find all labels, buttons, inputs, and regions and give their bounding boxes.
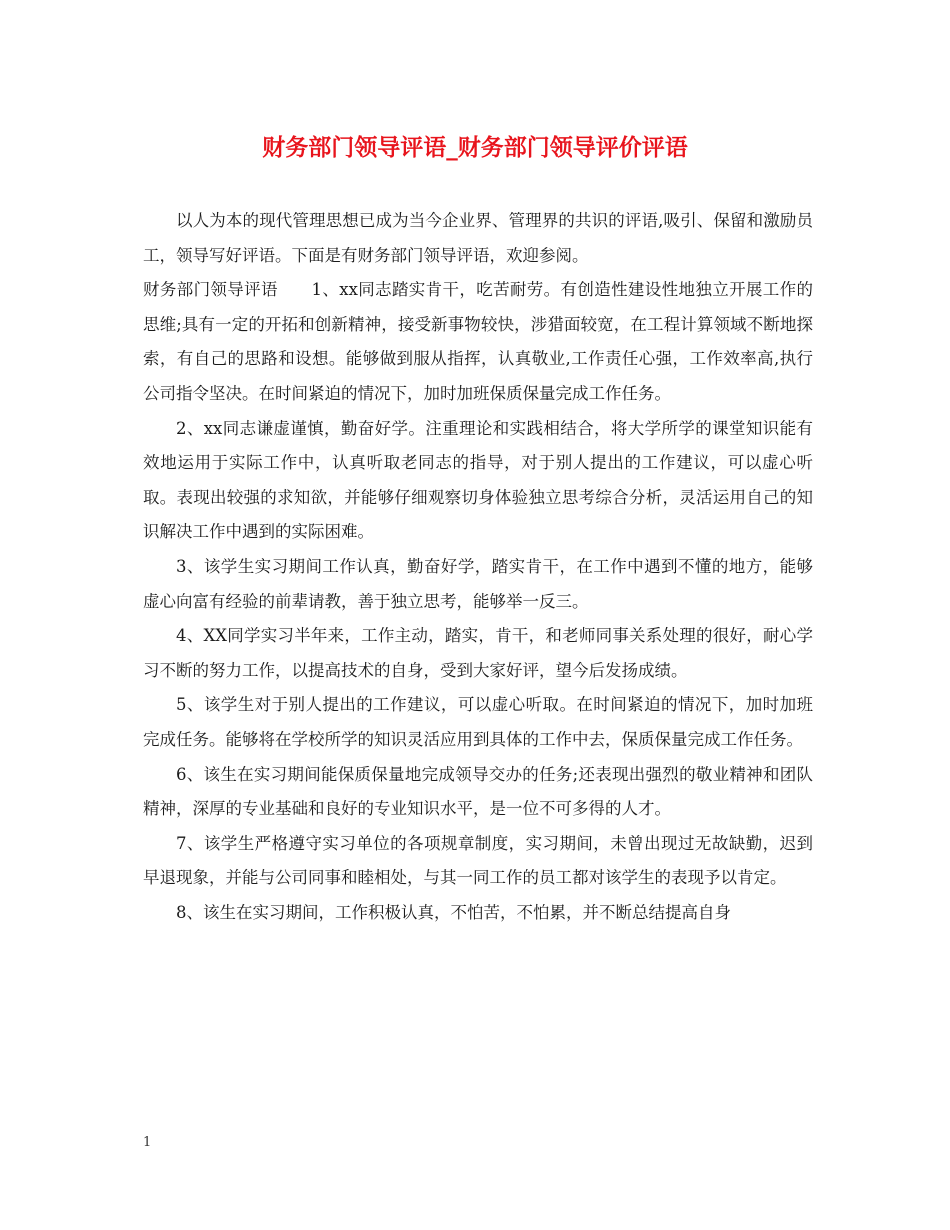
paragraph-8: 8、该生在实习期间，工作积极认真，不怕苦，不怕累，并不断总结提高自身 (176, 902, 731, 922)
paragraph-7: 7、该学生严格遵守实习单位的各项规章制度，实习期间，未曾出现过无故缺勤，迟到早退现象，并能与公司同事和睦相处，与其一同工作的员工都对该学生的表现予以肯定。 (143, 833, 813, 888)
paragraph-6: 6、该生在实习期间能保质保量地完成领导交办的任务;还表现出强烈的敬业精神和团队精神，深厚的专业基础和良好的专业知识水平，是一位不可多得的人才。 (143, 764, 813, 819)
document-body (143, 204, 813, 930)
paragraph-intro: 以人为本的现代管理思想已成为当今企业界、管理界的共识的评语,吸引、保留和激励员工，领导写好评语。下面是有财务部门领导评语，欢迎参阅。 (143, 211, 813, 265)
paragraph-4: 4、XX同学实习半年来，工作主动，踏实，肯干，和老师同事关系处理的很好，耐心学习不断的努力工作，以提高技术的自身，受到大家好评，望今后发扬成绩。 (143, 626, 813, 680)
page-number: 1 (143, 1135, 152, 1150)
paragraph-5: 5、该学生对于别人提出的工作建议，可以虚心听取。在时间紧迫的情况下，加时加班完成任务。能够将在学校所学的知识灵活应用到具体的工作中去，保质保量完成工作任务。 (143, 695, 813, 749)
paragraph-2: 2、xx同志谦虚谨慎，勤奋好学。注重理论和实践相结合，将大学所学的课堂知识能有效地运用于实际工作中，认真听取老同志的指导，对于别人提出的工作建议，可以虚心听取。表现出较强的求知欲，并能够仔细观察切身体验独立思考综合分析，灵活运用自己的知识解决工作中遇到的实际困难。 (143, 418, 813, 542)
paragraph-3: 3、该学生实习期间工作认真，勤奋好学，踏实肯干，在工作中遇到不懂的地方，能够虚心向富有经验的前辈请教，善于独立思考，能够举一反三。 (143, 556, 813, 611)
paragraph-1: 财务部门领导评语 1、xx同志踏实肯干，吃苦耐劳。有创造性建设性地独立开展工作的思维;具有一定的开拓和创新精神，接受新事物较快，涉猎面较宽，在工程计算领域不断地探索，有自己的思路和设想。能够做到服从指挥，认真敬业,工作责任心强，工作效率高,执行公司指令坚决。在时间紧迫的情况下，加时加班保质保量完成工作任务。 (143, 280, 813, 403)
document-title: 财务部门领导评语_财务部门领导评价评语 (262, 134, 688, 161)
